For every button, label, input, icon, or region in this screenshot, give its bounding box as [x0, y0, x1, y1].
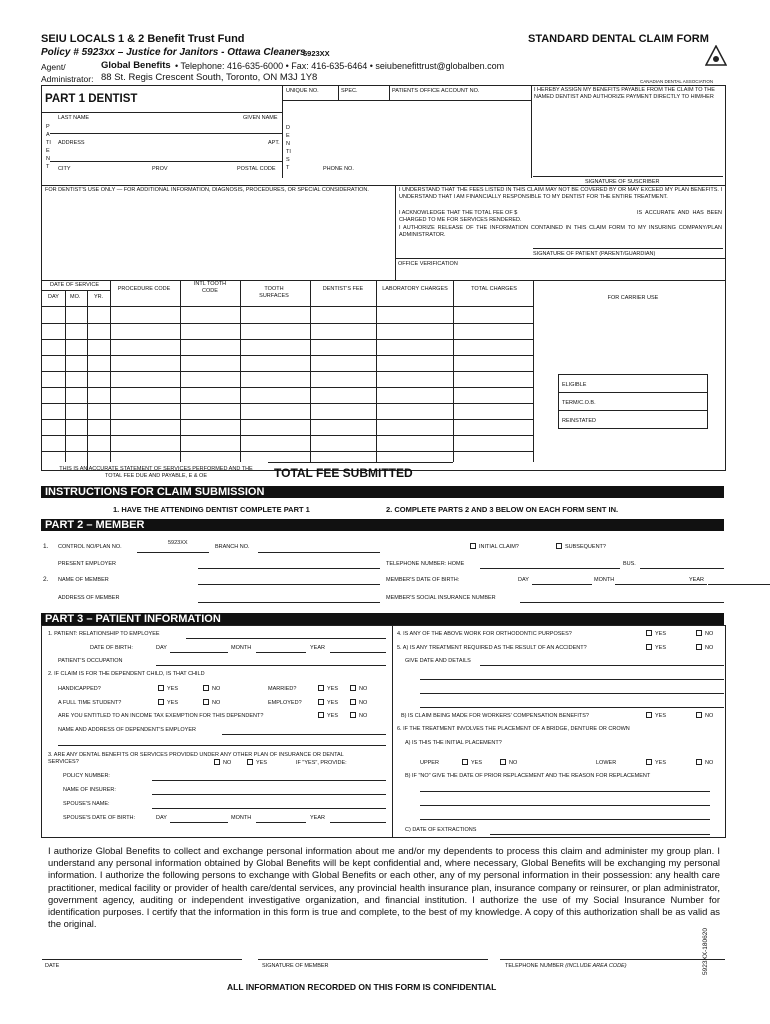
day-col: DAY — [48, 294, 59, 300]
lower-yes-checkbox[interactable] — [646, 759, 652, 765]
total-charges-col: TOTAL CHARGES — [471, 286, 517, 292]
workers-comp-no-label: NO — [705, 713, 714, 719]
q6b-label: B) IF "NO" GIVE THE DATE OF PRIOR REPLACEMENT AND THE REASON FOR REPLACEMENT — [405, 773, 651, 779]
patient-vertical-label: PATIENT — [46, 124, 51, 170]
member-dob-label: MEMBER'S DATE OF BIRTH: — [386, 577, 460, 583]
fulltime-yes-checkbox[interactable] — [158, 699, 164, 705]
account-no-label: PATIENTS OFFICE ACCOUNT NO. — [392, 88, 480, 94]
initial-claim-checkbox[interactable] — [470, 543, 476, 549]
q3-label: 3. ARE ANY DENTAL BENEFITS OR SERVICES PROVIDED UNDER ANY OTHER PLAN OF INSURANCE OR DENTAL SERVICES? — [48, 752, 344, 765]
present-employer-label: PRESENT EMPLOYER — [58, 561, 116, 567]
telephone-home-label: TELEPHONE NUMBER: HOME — [386, 561, 465, 567]
prov-label: PROV — [152, 166, 168, 172]
tax-exempt-label: ARE YOU ENTITLED TO AN INCOME TAX EXEMPTION FOR THIS DEPENDENT? — [58, 713, 264, 719]
cda-text: CANADIAN DENTAL ASSOCIATION — [640, 79, 714, 84]
row-number-2: 2. — [43, 576, 49, 583]
address-label: ADDRESS — [58, 140, 85, 146]
agent-name: Global Benefits — [101, 60, 171, 71]
accident-no-label: NO — [705, 645, 714, 651]
accurate-text: IS ACCURATE AND HAS BEEN CHARGED TO ME FOR SERVICES RENDERED. — [399, 210, 722, 223]
signature-subscriber-label: SIGNATURE OF SUSCRIBER — [585, 179, 660, 185]
yr-col: YR. — [94, 294, 104, 300]
control-no-label: CONTROL NO/PLAN NO. — [58, 544, 122, 550]
accident-yes-label: YES — [655, 645, 667, 651]
employed-label: EMPLOYED? — [268, 700, 302, 706]
q5-label: 5. A) IS ANY TREATMENT REQUIRED AS THE RESULT OF AN ACCIDENT? — [397, 645, 587, 651]
lower-yes-label: YES — [655, 760, 667, 766]
form-code: 5923XX-180620 — [702, 928, 709, 975]
acknowledge-text: I ACKNOWLEDGE THAT THE TOTAL FEE OF $ — [399, 210, 518, 216]
dob-year-label: YEAR — [310, 645, 325, 651]
q6c-label: C) DATE OF EXTRACTIONS — [405, 827, 477, 833]
upper-yes-checkbox[interactable] — [462, 759, 468, 765]
subsequent-label: SUBSEQUENT? — [565, 544, 606, 550]
spec-label: SPEC. — [341, 88, 358, 94]
accident-no-checkbox[interactable] — [696, 644, 702, 650]
if-yes-label: IF "YES", PROVIDE: — [296, 760, 347, 766]
tooth-code-col: INTL TOOTH CODE — [193, 281, 227, 294]
apt-label: APT. — [268, 140, 280, 146]
q6a-label: A) IS THIS THE INITIAL PLACEMENT? — [405, 740, 502, 746]
last-name-label: LAST NAME — [58, 115, 90, 121]
member-sin-label: MEMBER'S SOCIAL INSURANCE NUMBER — [386, 595, 496, 601]
confidential-notice: ALL INFORMATION RECORDED ON THIS FORM IS CONFIDENTIAL — [227, 982, 497, 992]
name-of-member-label: NAME OF MEMBER — [58, 577, 109, 583]
initial-claim-label: INITIAL CLAIM? — [479, 544, 519, 550]
reinstated-label: REINSTATED — [562, 418, 597, 424]
workers-comp-yes-checkbox[interactable] — [646, 712, 652, 718]
ortho-no-checkbox[interactable] — [696, 630, 702, 636]
authorization-text: I authorize Global Benefits to collect and exchange personal information about me and/or my dependents to process this claim and administer my group plan. I understand any personal information obtained by Global Benefits will be kept confidential and, where necessary, Global Benefits will be exchanging my personal information. I authorize the following persons to exchange with Global Benefits or each other, any of my personal information in their possession: any health care practitioner, medical facility or provider of health care/dental services, any provincial health insurance plan, insurance company or reinsurer, or plan administrator, government agency, auditing or independent investigative organization, and financial institution. I authorize the use of my Social Insurance Number for identification purposes. I certify that the information in this form is true and complete, to the best of my knowledge. A copy of this authorization shall be as valid as the original. — [48, 845, 720, 930]
other-plan-yes-checkbox[interactable] — [247, 759, 253, 765]
employed-yes-label: YES — [327, 700, 339, 706]
ortho-yes-checkbox[interactable] — [646, 630, 652, 636]
postal-code-label: POSTAL CODE — [237, 166, 276, 172]
fulltime-label: A FULL TIME STUDENT? — [58, 700, 122, 706]
member-dob-month-label: MONTH — [594, 577, 615, 583]
member-dob-year-label: YEAR — [689, 577, 704, 583]
form-title: STANDARD DENTAL CLAIM FORM — [528, 33, 709, 45]
accident-yes-checkbox[interactable] — [646, 644, 652, 650]
accurate-statement: THIS IS AN ACCURATE STATEMENT OF SERVICES PERFORMED AND THE TOTAL FEE DUE AND PAYABLE, E & OE — [59, 466, 253, 479]
subsequent-checkbox[interactable] — [556, 543, 562, 549]
upper-no-checkbox[interactable] — [500, 759, 506, 765]
bus-label: BUS. — [623, 561, 636, 567]
upper-no-label: NO — [509, 760, 518, 766]
policy-code: 5923XX — [303, 49, 330, 58]
q4-label: 4. IS ANY OF THE ABOVE WORK FOR ORTHODONTIC PURPOSES? — [397, 631, 572, 637]
cda-logo — [705, 45, 727, 67]
given-name-label: GIVEN NAME — [243, 115, 278, 121]
dob-month-label: MONTH — [231, 645, 252, 651]
spouse-dob-label: SPOUSE'S DATE OF BIRTH: — [63, 815, 136, 821]
occupation-label: PATIENT'S OCCUPATION — [58, 658, 123, 664]
handicapped-label: HANDICAPPED? — [58, 686, 101, 692]
dependent-employer-label: NAME AND ADDRESS OF DEPENDENT'S EMPLOYER — [58, 727, 196, 733]
tax-exempt-no-checkbox[interactable] — [350, 712, 356, 718]
spouse-dob-year-label: YEAR — [310, 815, 325, 821]
total-fee-submitted: TOTAL FEE SUBMITTED — [274, 466, 413, 480]
phone-no-label: PHONE NO. — [323, 166, 354, 172]
employed-no-label: NO — [359, 700, 368, 706]
policy-line: Policy # 5923xx – Justice for Janitors - Ottawa Cleaners — [41, 47, 306, 58]
dentist-use-text: FOR DENTIST'S USE ONLY — FOR ADDITIONAL INFORMATION, DIAGNOSIS, PROCEDURES, OR SPECIAL CONSIDERATION. — [45, 187, 369, 193]
spouse-dob-day-label: DAY — [156, 815, 167, 821]
married-no-label: NO — [359, 686, 368, 692]
tax-exempt-no-label: NO — [359, 713, 368, 719]
policy-number-label: POLICY NUMBER: — [63, 773, 110, 779]
married-yes-checkbox[interactable] — [318, 685, 324, 691]
lower-no-label: NO — [705, 760, 714, 766]
release-text: I AUTHORIZE RELEASE OF THE INFORMATION CONTAINED IN THIS CLAIM FORM TO MY INSURING COMPANY/PLAN ADMINISTRATOR. — [399, 225, 722, 238]
signature-member-label: SIGNATURE OF MEMBER — [262, 963, 329, 969]
procedure-code-col: PROCEDURE CODE — [117, 286, 171, 292]
employed-yes-checkbox[interactable] — [318, 699, 324, 705]
admin-label: Administrator: — [41, 74, 94, 84]
q6-label: 6. IF THE TREATMENT INVOLVES THE PLACEMENT OF A BRIDGE, DENTURE OR CROWN — [397, 726, 630, 732]
name-of-insurer-label: NAME OF INSURER: — [63, 787, 116, 793]
spouse-dob-month-label: MONTH — [231, 815, 252, 821]
handicapped-yes-label: YES — [167, 686, 179, 692]
instructions-header: INSTRUCTIONS FOR CLAIM SUBMISSION — [41, 486, 724, 498]
member-dob-day-label: DAY — [518, 577, 529, 583]
lab-charges-col: LABORATORY CHARGES — [382, 286, 448, 292]
dentist-vertical-label: DENTIST — [286, 125, 291, 171]
eligible-label: ELIGIBLE — [562, 382, 587, 388]
handicapped-no-checkbox[interactable] — [203, 685, 209, 691]
unique-no-label: UNIQUE NO. — [286, 88, 319, 94]
date-of-service-label: DATE OF SERVICE — [50, 282, 100, 288]
instruction-step-2: 2. COMPLETE PARTS 2 AND 3 BELOW ON EACH FORM SENT IN. — [386, 505, 619, 514]
address-of-member-label: ADDRESS OF MEMBER — [58, 595, 120, 601]
fulltime-yes-label: YES — [167, 700, 179, 706]
lower-label: LOWER — [596, 760, 617, 766]
other-plan-no-label: NO — [223, 760, 232, 766]
dentist-fee-col: DENTIST'S FEE — [322, 286, 364, 292]
agent-contact: • Telephone: 416-635-6000 • Fax: 416-635-6464 • seiubenefittrust@globalben.com — [175, 61, 505, 71]
instruction-step-1: 1. HAVE THE ATTENDING DENTIST COMPLETE PART 1 — [113, 505, 310, 514]
office-verification-label: OFFICE VERIFICATION — [398, 261, 458, 267]
tooth-surfaces-col: TOOTH SURFACES — [259, 286, 289, 299]
branch-no-label: BRANCH NO. — [215, 544, 250, 550]
q1-label: 1. PATIENT: RELATIONSHIP TO EMPLOYEE — [48, 631, 160, 637]
admin-address: 88 St. Regis Crescent South, Toronto, ON M3J 1Y8 — [101, 72, 318, 83]
part2-header: PART 2 – MEMBER — [41, 519, 724, 531]
dob-label: DATE OF BIRTH: — [90, 645, 133, 651]
telephone-number-label — [505, 963, 627, 970]
married-yes-label: YES — [327, 686, 339, 692]
part3-header: PART 3 – PATIENT INFORMATION — [41, 613, 724, 625]
married-label: MARRIED? — [268, 686, 297, 692]
lower-no-checkbox[interactable] — [696, 759, 702, 765]
upper-yes-label: YES — [471, 760, 483, 766]
fulltime-no-label: NO — [212, 700, 221, 706]
upper-label: UPPER — [420, 760, 439, 766]
term-cob-label: TERM/C.O.B. — [562, 400, 596, 406]
signature-patient-label: SIGNATURE OF PATIENT (PARENT/GUARDIAN) — [533, 251, 656, 257]
give-date-label: GIVE DATE AND DETAILS — [405, 658, 471, 664]
married-no-checkbox[interactable] — [350, 685, 356, 691]
carrier-use-label: FOR CARRIER USE — [607, 295, 659, 301]
date-label: DATE — [45, 963, 60, 969]
fund-name: SEIU LOCALS 1 & 2 Benefit Trust Fund — [41, 33, 245, 45]
tax-exempt-yes-label: YES — [327, 713, 339, 719]
area-code-text: (INCLUDE AREA CODE) — [565, 963, 627, 969]
spouse-name-label: SPOUSE'S NAME: — [63, 801, 110, 807]
dob-day-label: DAY — [156, 645, 167, 651]
city-label: CITY — [58, 166, 71, 172]
q5b-label: B) IS CLAIM BEING MADE FOR WORKERS' COMPENSATION BENEFITS? — [401, 713, 589, 719]
handicapped-no-label: NO — [212, 686, 221, 692]
part1-title: PART 1 DENTIST — [45, 93, 138, 105]
handicapped-yes-checkbox[interactable] — [158, 685, 164, 691]
other-plan-yes-label: YES — [256, 760, 268, 766]
q2-label: 2. IF CLAIM IS FOR THE DEPENDENT CHILD, IS THAT CHILD — [48, 671, 205, 677]
assign-text: I HEREBY ASSIGN MY BENEFITS PAYABLE FROM THE CLAIM TO THE NAMED DENTIST AND AUTHORIZE PAYMENT DIRECTLY TO HIM/HER — [534, 87, 715, 100]
understand-text: I UNDERSTAND THAT THE FEES LISTED IN THIS CLAIM MAY NOT BE COVERED BY OR MAY EXCEED MY PLAN BENEFITS. I UNDERSTAND THAT I AM FINANCIALLY RESPONSIBLE TO MY DENTIST FOR THE ENTIRE TREATMENT. — [399, 187, 722, 200]
tax-exempt-yes-checkbox[interactable] — [318, 712, 324, 718]
mo-col: MO. — [70, 294, 81, 300]
control-no-value: 5923XX — [168, 540, 188, 546]
agent-label: Agent/ — [41, 62, 66, 72]
workers-comp-yes-label: YES — [655, 713, 667, 719]
employed-no-checkbox[interactable] — [350, 699, 356, 705]
ortho-yes-label: YES — [655, 631, 667, 637]
other-plan-no-checkbox[interactable] — [214, 759, 220, 765]
workers-comp-no-checkbox[interactable] — [696, 712, 702, 718]
ortho-no-label: NO — [705, 631, 714, 637]
fulltime-no-checkbox[interactable] — [203, 699, 209, 705]
row-number-1: 1. — [43, 543, 49, 550]
telephone-number-text: TELEPHONE NUMBER — [505, 963, 564, 969]
